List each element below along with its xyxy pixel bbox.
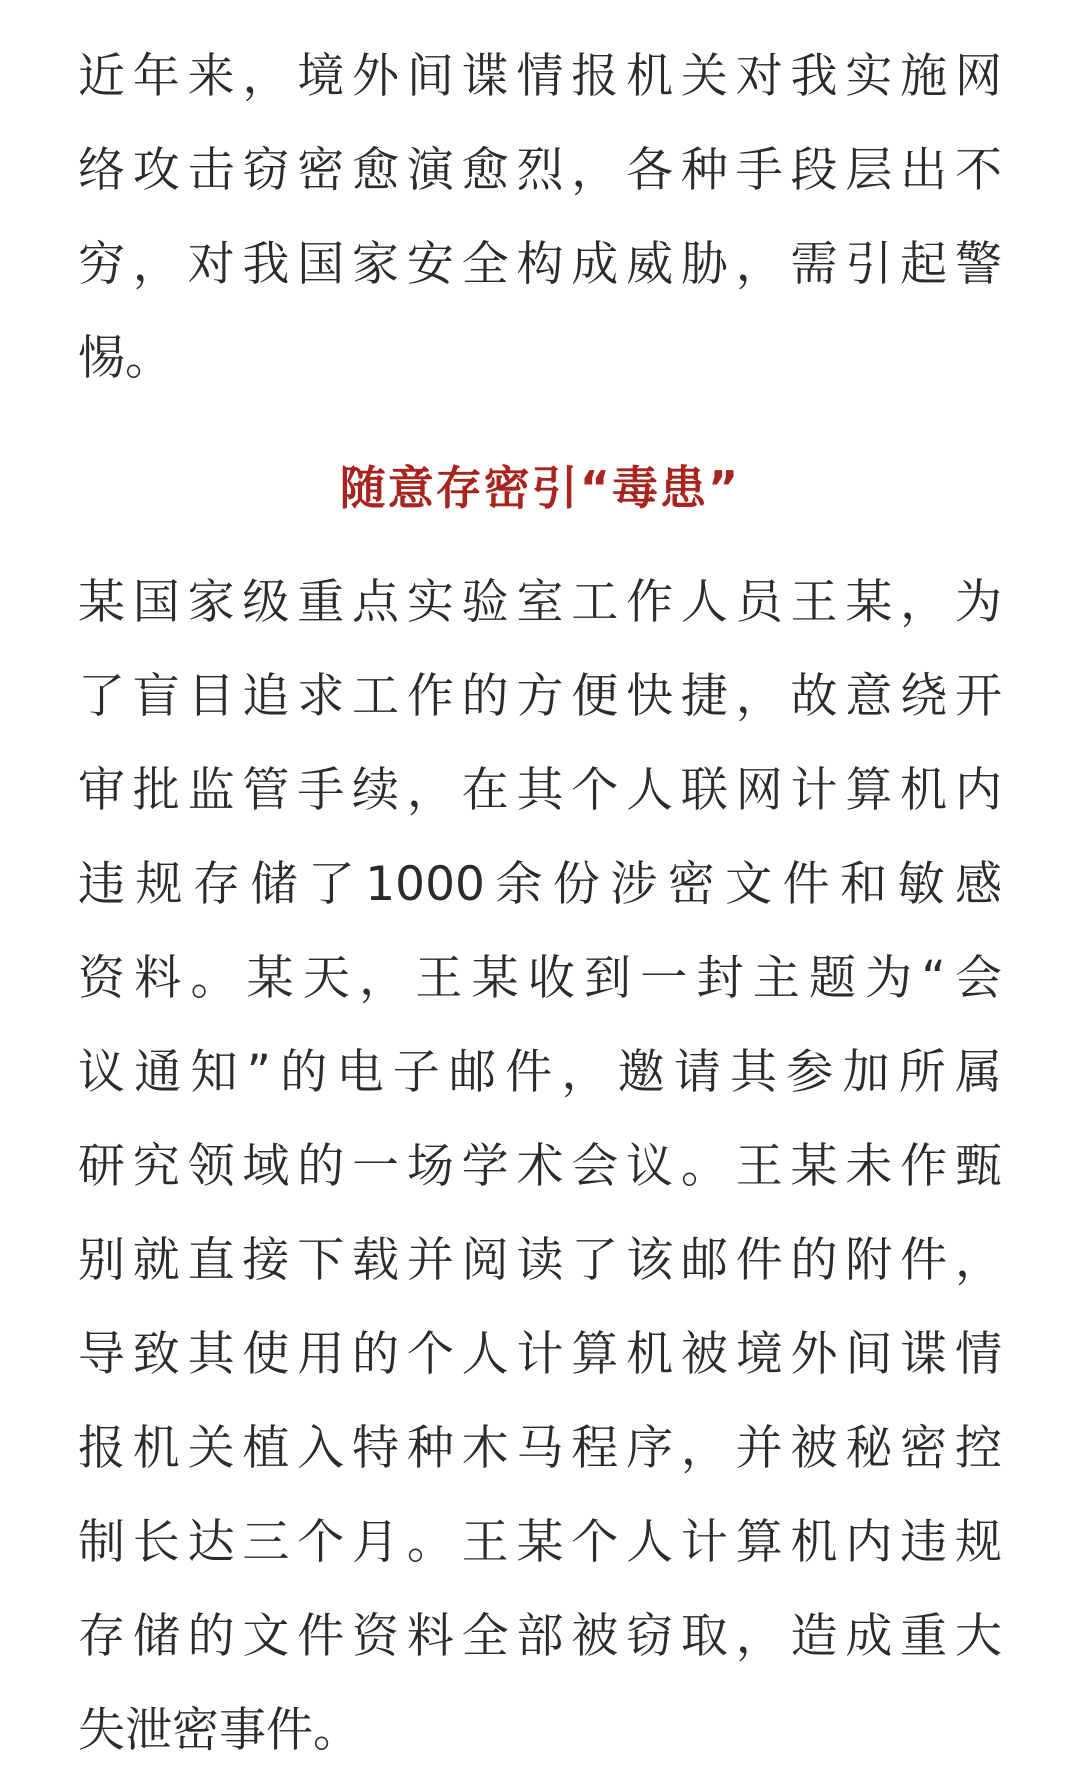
intro-line: 穷，对我国家安全构成威胁，需引起警: [78, 237, 1002, 292]
intro-line: 近年来，境外间谍情报机关对我实施网: [78, 49, 1002, 104]
body-line: 审批监管手续，在其个人联网计算机内: [78, 763, 1002, 818]
body-line: 研究领域的一场学术会议。王某未作甄: [78, 1139, 1002, 1194]
intro-line: 络攻击窃密愈演愈烈，各种手段层出不: [78, 143, 1002, 198]
body-line: 议通知”的电子邮件，邀请其参加所属: [78, 1045, 1002, 1100]
body-line: 报机关植入特种木马程序，并被秘密控: [78, 1421, 1002, 1476]
body-line: 制长达三个月。王某个人计算机内违规: [78, 1515, 1002, 1570]
body-line: 存储的文件资料全部被窃取，造成重大: [78, 1609, 1002, 1664]
section-heading: 随意存密引“毒患”: [339, 461, 741, 515]
intro-line: 惕。: [78, 331, 172, 386]
body-line: 别就直接下载并阅读了该邮件的附件，: [78, 1233, 1002, 1288]
body-line: 了盲目追求工作的方便快捷，故意绕开: [78, 669, 1002, 724]
body-line: 某国家级重点实验室工作人员王某，为: [78, 575, 1002, 630]
body-line: 资料。某天，王某收到一封主题为“会: [78, 951, 1002, 1006]
intro-paragraph: [78, 30, 1002, 406]
body-line: 导致其使用的个人计算机被境外间谍情: [78, 1327, 1002, 1382]
body-paragraph: [78, 556, 1002, 1778]
body-line: 违规存储了1000余份涉密文件和敏感: [78, 857, 1002, 912]
article-body: [78, 30, 1002, 1778]
body-line: 失泄密事件。: [78, 1703, 360, 1758]
